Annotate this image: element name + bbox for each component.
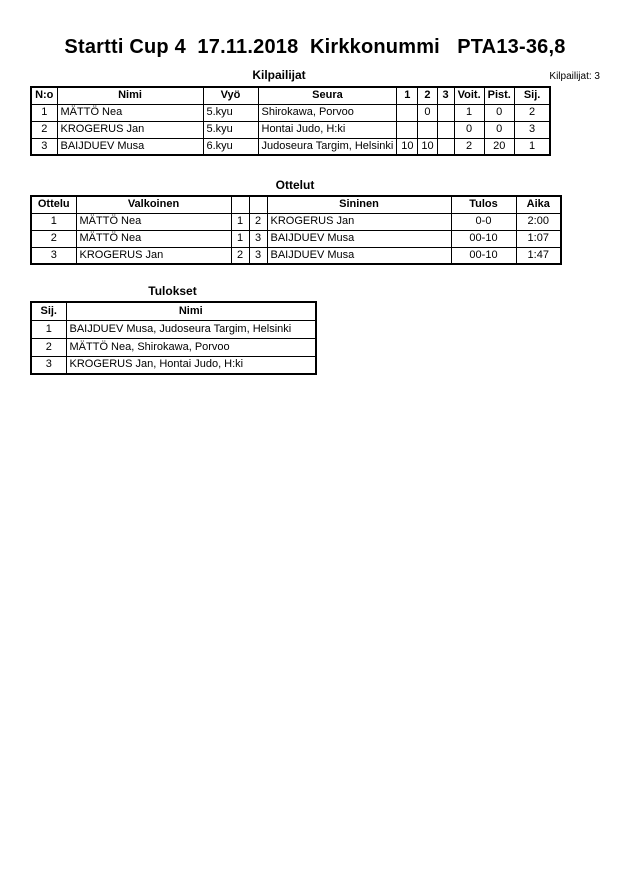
col-header-ottelu: Ottelu <box>31 196 76 213</box>
col-header-white-no <box>231 196 249 213</box>
cell-vyo: 5.kyu <box>203 121 258 138</box>
cell-seura: Hontai Judo, H:ki <box>258 121 397 138</box>
cell-white-no: 1 <box>231 230 249 247</box>
cell-sij: 2 <box>514 104 550 121</box>
cell-no: 2 <box>31 121 57 138</box>
kilpailijat-heading: Kilpailijat <box>252 68 306 82</box>
col-header-blue-no <box>249 196 267 213</box>
tulokset-row <box>31 338 316 356</box>
col-header-sij: Sij. <box>31 302 66 320</box>
cell-no: 3 <box>31 138 57 155</box>
cell-seura: Judoseura Targim, Helsinki <box>258 138 397 155</box>
tulokset-table <box>30 301 317 375</box>
cell-sij: 3 <box>31 356 66 374</box>
col-header-valkoinen: Valkoinen <box>76 196 231 213</box>
kilpailijat-row <box>31 104 550 121</box>
cell-sij: 3 <box>514 121 550 138</box>
competitors-count-label: Kilpailijat: 3 <box>549 71 600 82</box>
tulokset-row <box>31 320 316 338</box>
col-header-nimi: Nimi <box>66 302 316 320</box>
col-header-2: 2 <box>418 87 437 104</box>
cell-pist: 20 <box>484 138 514 155</box>
col-header-aika: Aika <box>516 196 561 213</box>
cell-sininen: BAIJDUEV Musa <box>267 230 451 247</box>
cell-vyo: 6.kyu <box>203 138 258 155</box>
cell-score-2 <box>418 121 437 138</box>
cell-ottelu: 2 <box>31 230 76 247</box>
cell-score-1 <box>397 121 418 138</box>
cell-score-3 <box>437 138 454 155</box>
ottelut-heading: Ottelut <box>275 178 315 192</box>
col-header-sininen: Sininen <box>267 196 451 213</box>
cell-nimi: MÄTTÖ Nea, Shirokawa, Porvoo <box>66 338 316 356</box>
cell-sij: 2 <box>31 338 66 356</box>
cell-score-1 <box>397 104 418 121</box>
cell-ottelu: 3 <box>31 247 76 264</box>
cell-score-1: 10 <box>397 138 418 155</box>
cell-sij: 1 <box>514 138 550 155</box>
cell-sininen: BAIJDUEV Musa <box>267 247 451 264</box>
ottelut-table <box>30 195 562 265</box>
cell-nimi: BAIJDUEV Musa, Judoseura Targim, Helsinki <box>66 320 316 338</box>
cell-pist: 0 <box>484 104 514 121</box>
cell-voit: 2 <box>454 138 484 155</box>
kilpailijat-row <box>31 121 550 138</box>
kilpailijat-row <box>31 138 550 155</box>
cell-valkoinen: MÄTTÖ Nea <box>76 213 231 230</box>
cell-sij: 1 <box>31 320 66 338</box>
cell-aika: 2:00 <box>516 213 561 230</box>
ottelut-header-row <box>31 196 561 213</box>
cell-aika: 1:07 <box>516 230 561 247</box>
col-header-3: 3 <box>437 87 454 104</box>
cell-aika: 1:47 <box>516 247 561 264</box>
cell-white-no: 2 <box>231 247 249 264</box>
cell-tulos: 00-10 <box>451 230 516 247</box>
cell-blue-no: 3 <box>249 247 267 264</box>
col-header-seura: Seura <box>258 87 397 104</box>
col-header-sij: Sij. <box>514 87 550 104</box>
col-header-pist: Pist. <box>484 87 514 104</box>
tulokset-row <box>31 356 316 374</box>
cell-sininen: KROGERUS Jan <box>267 213 451 230</box>
tulokset-header-row <box>31 302 316 320</box>
col-header-tulos: Tulos <box>451 196 516 213</box>
col-header-nimi: Nimi <box>57 87 203 104</box>
col-header-1: 1 <box>397 87 418 104</box>
cell-nimi: KROGERUS Jan <box>57 121 203 138</box>
cell-score-3 <box>437 104 454 121</box>
cell-blue-no: 3 <box>249 230 267 247</box>
cell-voit: 1 <box>454 104 484 121</box>
cell-ottelu: 1 <box>31 213 76 230</box>
cell-pist: 0 <box>484 121 514 138</box>
tulokset-heading: Tulokset <box>148 284 197 298</box>
cell-valkoinen: KROGERUS Jan <box>76 247 231 264</box>
col-header-no: N:o <box>31 87 57 104</box>
cell-score-2: 10 <box>418 138 437 155</box>
cell-white-no: 1 <box>231 213 249 230</box>
cell-tulos: 0-0 <box>451 213 516 230</box>
ottelut-row <box>31 247 561 264</box>
cell-tulos: 00-10 <box>451 247 516 264</box>
kilpailijat-header-row <box>31 87 550 104</box>
cell-nimi: KROGERUS Jan, Hontai Judo, H:ki <box>66 356 316 374</box>
kilpailijat-table <box>30 86 551 156</box>
cell-no: 1 <box>31 104 57 121</box>
cell-voit: 0 <box>454 121 484 138</box>
page-title: Startti Cup 4 17.11.2018 Kirkkonummi PTA13-36,8 <box>64 36 566 58</box>
ottelut-row <box>31 213 561 230</box>
col-header-vyo: Vyö <box>203 87 258 104</box>
cell-valkoinen: MÄTTÖ Nea <box>76 230 231 247</box>
cell-score-3 <box>437 121 454 138</box>
cell-vyo: 5.kyu <box>203 104 258 121</box>
kilpailijat-heading-line <box>0 68 630 83</box>
col-header-voit: Voit. <box>454 87 484 104</box>
cell-blue-no: 2 <box>249 213 267 230</box>
cell-score-2: 0 <box>418 104 437 121</box>
cell-seura: Shirokawa, Porvoo <box>258 104 397 121</box>
cell-nimi: BAIJDUEV Musa <box>57 138 203 155</box>
ottelut-row <box>31 230 561 247</box>
cell-nimi: MÄTTÖ Nea <box>57 104 203 121</box>
